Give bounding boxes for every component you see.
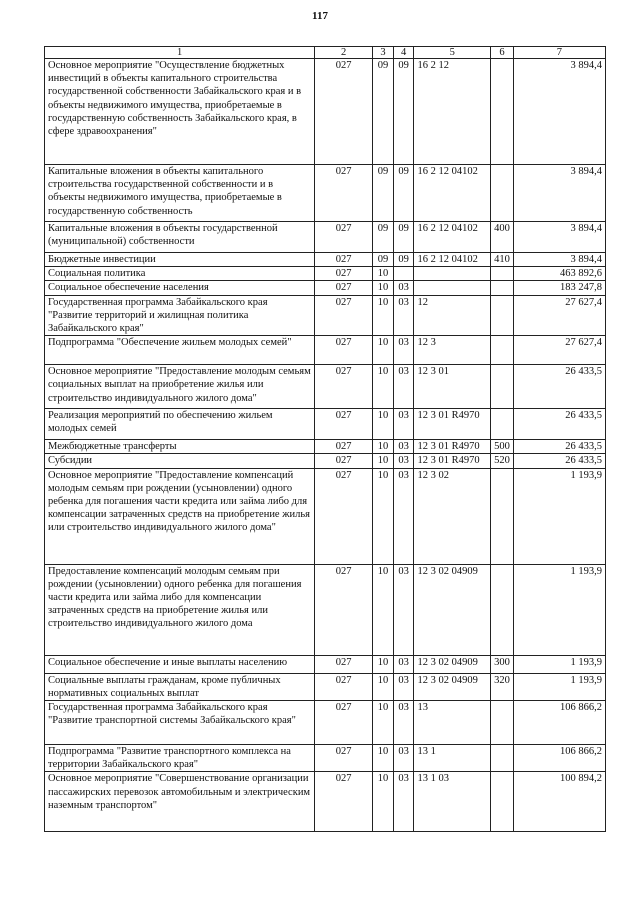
column-header: 3: [373, 47, 394, 59]
table-row: [45, 365, 606, 409]
table-row: [45, 745, 606, 772]
row-rz-cell: 10: [373, 336, 394, 365]
row-vr-cell: [491, 59, 514, 165]
row-name-cell: Государственная программа Забайкальского края "Развитие территорий и жилищная политика Забайкальского края": [45, 295, 315, 336]
row-sum-cell: 26 433,5: [513, 365, 605, 409]
column-number-row: [45, 47, 606, 59]
row-pr-cell: 03: [393, 468, 414, 564]
row-name-cell: Государственная программа Забайкальского края "Развитие транспортной системы Забайкальского края": [45, 701, 315, 745]
row-rz-cell: 09: [373, 165, 394, 222]
table-row: [45, 655, 606, 673]
row-pr-cell: 03: [393, 673, 414, 700]
table-row: [45, 772, 606, 832]
row-name-cell: Социальное обеспечение и иные выплаты населению: [45, 655, 315, 673]
row-pr-cell: 03: [393, 409, 414, 440]
row-name-cell: Капитальные вложения в объекты капитального строительства государственной собственности и в объекты недвижимого имущества, приобретаемые в государственную собственность: [45, 165, 315, 222]
row-sum-cell: 106 866,2: [513, 745, 605, 772]
column-header: 2: [315, 47, 373, 59]
row-pr-cell: 03: [393, 365, 414, 409]
row-gr-cell: 027: [315, 772, 373, 832]
row-gr-cell: 027: [315, 59, 373, 165]
column-header: 5: [414, 47, 491, 59]
table-row: [45, 295, 606, 336]
row-vr-cell: 320: [491, 673, 514, 700]
row-name-cell: Основное мероприятие "Совершенствование организации пассажирских перевозок автомобильным и электрическим наземным транспортом": [45, 772, 315, 832]
row-vr-cell: [491, 281, 514, 295]
row-pr-cell: 03: [393, 281, 414, 295]
row-sum-cell: 1 193,9: [513, 468, 605, 564]
row-name-cell: Бюджетные инвестиции: [45, 253, 315, 267]
row-rz-cell: 09: [373, 253, 394, 267]
row-pr-cell: 03: [393, 440, 414, 454]
row-csr-cell: 12 3: [414, 336, 491, 365]
row-gr-cell: 027: [315, 409, 373, 440]
row-vr-cell: [491, 365, 514, 409]
row-rz-cell: 10: [373, 267, 394, 281]
column-header: 7: [513, 47, 605, 59]
row-sum-cell: 100 894,2: [513, 772, 605, 832]
table-row: [45, 701, 606, 745]
row-gr-cell: 027: [315, 365, 373, 409]
row-vr-cell: [491, 336, 514, 365]
row-csr-cell: [414, 281, 491, 295]
row-gr-cell: 027: [315, 701, 373, 745]
row-sum-cell: 183 247,8: [513, 281, 605, 295]
row-name-cell: Капитальные вложения в объекты государственной (муниципальной) собственности: [45, 222, 315, 253]
row-csr-cell: 12 3 02 04909: [414, 673, 491, 700]
table-row: [45, 454, 606, 468]
row-vr-cell: [491, 267, 514, 281]
row-sum-cell: 27 627,4: [513, 295, 605, 336]
row-gr-cell: 027: [315, 440, 373, 454]
row-name-cell: Социальная политика: [45, 267, 315, 281]
row-gr-cell: 027: [315, 655, 373, 673]
row-csr-cell: 16 2 12 04102: [414, 165, 491, 222]
row-pr-cell: 09: [393, 165, 414, 222]
row-csr-cell: 16 2 12 04102: [414, 253, 491, 267]
row-csr-cell: 13 1: [414, 745, 491, 772]
row-sum-cell: 26 433,5: [513, 454, 605, 468]
row-pr-cell: 03: [393, 336, 414, 365]
row-rz-cell: 10: [373, 295, 394, 336]
row-pr-cell: 03: [393, 454, 414, 468]
row-rz-cell: 10: [373, 468, 394, 564]
row-name-cell: Основное мероприятие "Предоставление молодым семьям социальных выплат на приобретение жилья или строительство индивидуального жилого дома": [45, 365, 315, 409]
row-rz-cell: 10: [373, 409, 394, 440]
row-vr-cell: 400: [491, 222, 514, 253]
row-pr-cell: 09: [393, 222, 414, 253]
row-rz-cell: 10: [373, 440, 394, 454]
row-rz-cell: 10: [373, 772, 394, 832]
row-name-cell: Подпрограмма "Развитие транспортного комплекса на территории Забайкальского края": [45, 745, 315, 772]
row-sum-cell: 106 866,2: [513, 701, 605, 745]
row-pr-cell: 09: [393, 253, 414, 267]
row-vr-cell: [491, 701, 514, 745]
row-pr-cell: 09: [393, 59, 414, 165]
column-header: 4: [393, 47, 414, 59]
row-vr-cell: [491, 564, 514, 655]
row-gr-cell: 027: [315, 454, 373, 468]
row-rz-cell: 10: [373, 655, 394, 673]
table-row: [45, 673, 606, 700]
row-vr-cell: [491, 772, 514, 832]
row-csr-cell: 12 3 02: [414, 468, 491, 564]
table-row: [45, 409, 606, 440]
row-name-cell: Основное мероприятие "Предоставление компенсаций молодым семьям при рождении (усыновлении) одного ребенка для погашения части кредита или займа либо для компенсации затраченных средств на приобретение жилья или строительство индивидуального жилого дома": [45, 468, 315, 564]
row-vr-cell: [491, 409, 514, 440]
budget-table: [44, 46, 606, 832]
row-csr-cell: 13 1 03: [414, 772, 491, 832]
row-pr-cell: 03: [393, 564, 414, 655]
row-gr-cell: 027: [315, 222, 373, 253]
row-csr-cell: 12 3 01: [414, 365, 491, 409]
row-csr-cell: 12 3 01 R4970: [414, 440, 491, 454]
table-row: [45, 59, 606, 165]
row-rz-cell: 10: [373, 454, 394, 468]
row-gr-cell: 027: [315, 673, 373, 700]
row-name-cell: Основное мероприятие "Осуществление бюджетных инвестиций в объекты капитального строительства государственной собственности Забайкальского края и в объекты недвижимого имущества, приобретаемые в государственную собственность Забайкальского края, в сфере здравоохранения": [45, 59, 315, 165]
row-vr-cell: 410: [491, 253, 514, 267]
row-sum-cell: 27 627,4: [513, 336, 605, 365]
row-name-cell: Подпрограмма "Обеспечение жильем молодых семей": [45, 336, 315, 365]
column-header: 1: [45, 47, 315, 59]
row-name-cell: Субсидии: [45, 454, 315, 468]
row-vr-cell: [491, 165, 514, 222]
row-pr-cell: [393, 267, 414, 281]
row-pr-cell: 03: [393, 295, 414, 336]
row-rz-cell: 09: [373, 59, 394, 165]
table-row: [45, 222, 606, 253]
row-vr-cell: 300: [491, 655, 514, 673]
row-sum-cell: 26 433,5: [513, 440, 605, 454]
row-csr-cell: 13: [414, 701, 491, 745]
table-row: [45, 440, 606, 454]
row-csr-cell: 12 3 02 04909: [414, 655, 491, 673]
column-header: 6: [491, 47, 514, 59]
table-row: [45, 165, 606, 222]
row-gr-cell: 027: [315, 165, 373, 222]
row-name-cell: Предоставление компенсаций молодым семьям при рождении (усыновлении) одного ребенка для погашения части кредита или займа либо для компенсации затраченных средств на приобретение жилья или строительство индивидуального жилого дома: [45, 564, 315, 655]
row-sum-cell: 1 193,9: [513, 564, 605, 655]
row-pr-cell: 03: [393, 745, 414, 772]
table-row: [45, 281, 606, 295]
row-gr-cell: 027: [315, 468, 373, 564]
row-csr-cell: 12 3 02 04909: [414, 564, 491, 655]
row-gr-cell: 027: [315, 281, 373, 295]
row-rz-cell: 10: [373, 281, 394, 295]
row-rz-cell: 10: [373, 564, 394, 655]
row-rz-cell: 10: [373, 673, 394, 700]
row-sum-cell: 3 894,4: [513, 59, 605, 165]
row-gr-cell: 027: [315, 295, 373, 336]
row-pr-cell: 03: [393, 701, 414, 745]
table-row: [45, 468, 606, 564]
row-sum-cell: 463 892,6: [513, 267, 605, 281]
row-sum-cell: 3 894,4: [513, 253, 605, 267]
row-csr-cell: 12 3 01 R4970: [414, 454, 491, 468]
row-vr-cell: [491, 745, 514, 772]
row-gr-cell: 027: [315, 745, 373, 772]
row-sum-cell: 26 433,5: [513, 409, 605, 440]
row-sum-cell: 3 894,4: [513, 165, 605, 222]
row-vr-cell: 500: [491, 440, 514, 454]
row-gr-cell: 027: [315, 253, 373, 267]
row-csr-cell: [414, 267, 491, 281]
table-row: [45, 253, 606, 267]
row-name-cell: Социальные выплаты гражданам, кроме публичных нормативных социальных выплат: [45, 673, 315, 700]
row-sum-cell: 3 894,4: [513, 222, 605, 253]
row-gr-cell: 027: [315, 336, 373, 365]
row-csr-cell: 16 2 12 04102: [414, 222, 491, 253]
row-vr-cell: [491, 468, 514, 564]
row-pr-cell: 03: [393, 655, 414, 673]
row-rz-cell: 10: [373, 365, 394, 409]
row-vr-cell: [491, 295, 514, 336]
table-row: [45, 267, 606, 281]
row-sum-cell: 1 193,9: [513, 655, 605, 673]
row-vr-cell: 520: [491, 454, 514, 468]
row-rz-cell: 09: [373, 222, 394, 253]
row-sum-cell: 1 193,9: [513, 673, 605, 700]
page-number: 117: [312, 10, 328, 22]
row-name-cell: Социальное обеспечение населения: [45, 281, 315, 295]
row-csr-cell: 12: [414, 295, 491, 336]
table-row: [45, 564, 606, 655]
row-rz-cell: 10: [373, 701, 394, 745]
row-gr-cell: 027: [315, 267, 373, 281]
table-row: [45, 336, 606, 365]
row-gr-cell: 027: [315, 564, 373, 655]
row-pr-cell: 03: [393, 772, 414, 832]
row-csr-cell: 12 3 01 R4970: [414, 409, 491, 440]
row-csr-cell: 16 2 12: [414, 59, 491, 165]
row-name-cell: Реализация мероприятий по обеспечению жильем молодых семей: [45, 409, 315, 440]
row-rz-cell: 10: [373, 745, 394, 772]
row-name-cell: Межбюджетные трансферты: [45, 440, 315, 454]
